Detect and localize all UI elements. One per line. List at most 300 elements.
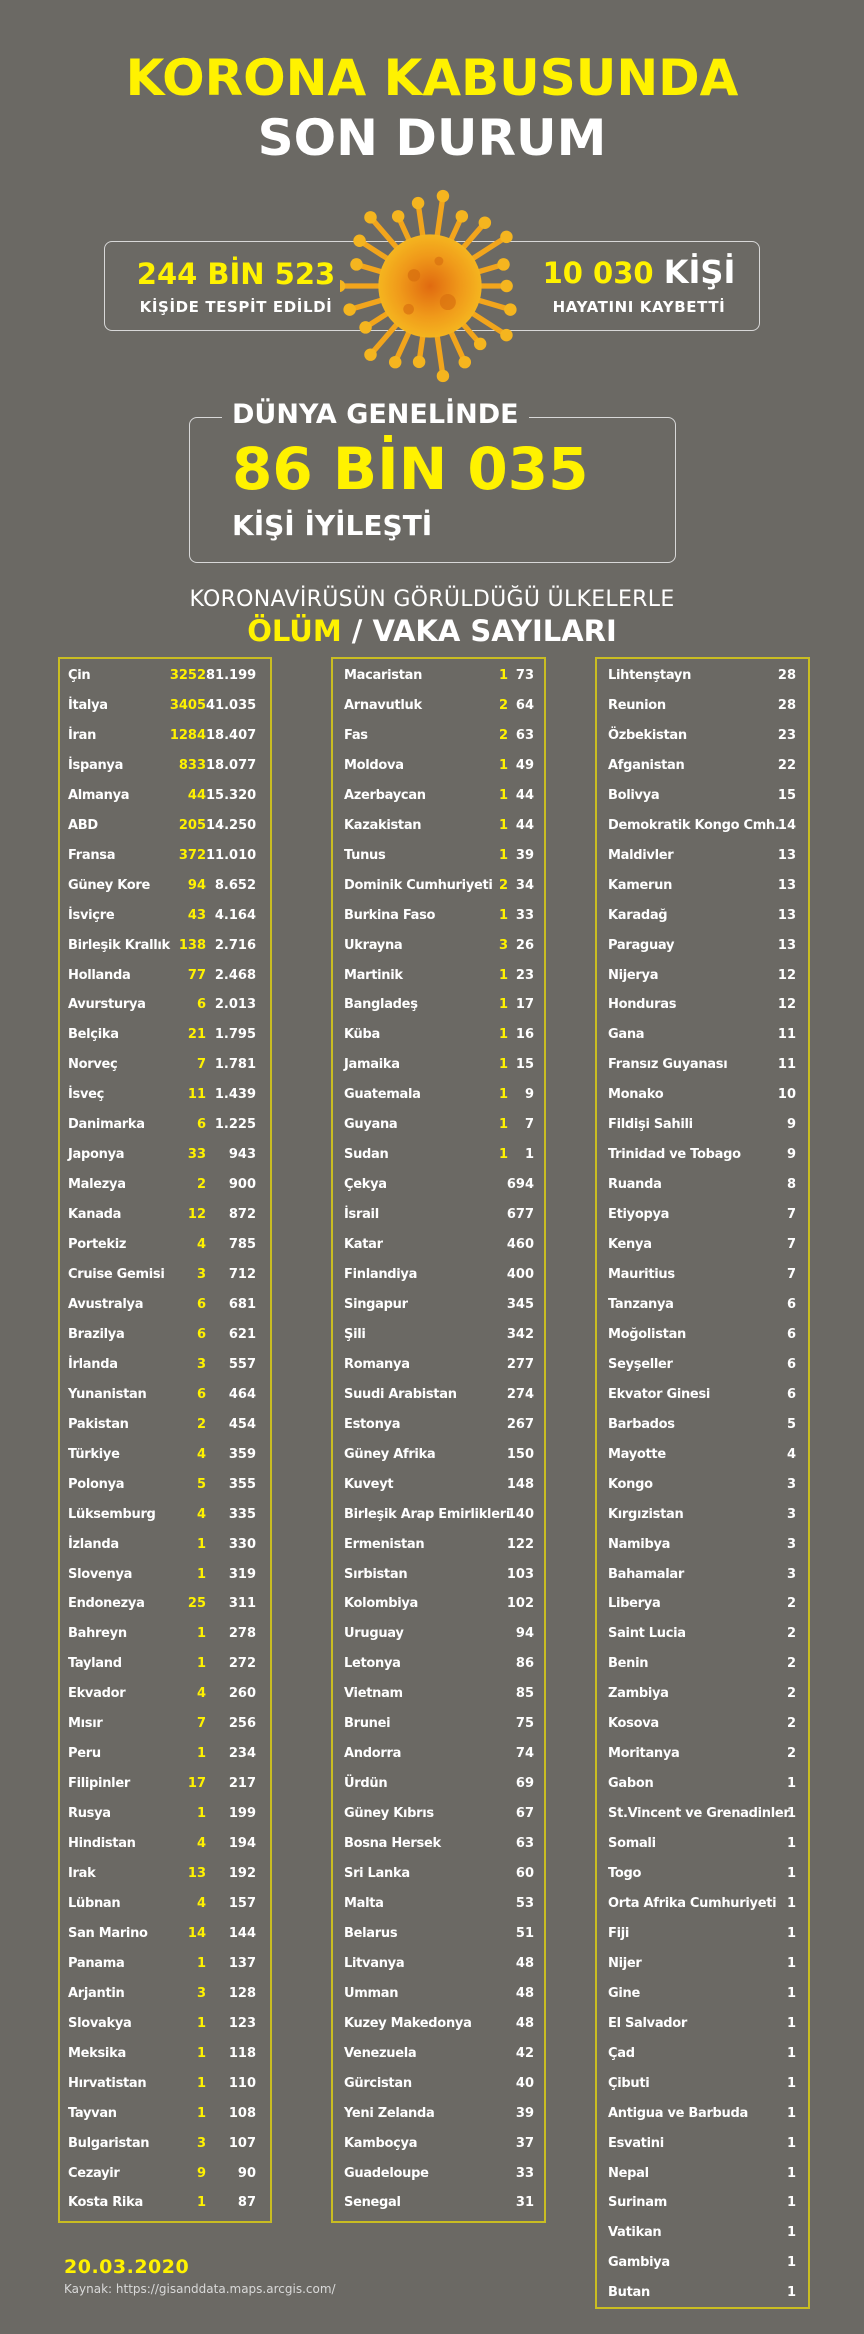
country-name: Saint Lucia xyxy=(608,1626,686,1642)
country-row xyxy=(333,1020,544,1050)
virus-spike-tip xyxy=(437,190,449,202)
case-count: 9 xyxy=(786,1117,796,1133)
country-name: Letonya xyxy=(344,1656,401,1672)
country-name: Yeni Zelanda xyxy=(344,2105,435,2121)
case-count: 1 xyxy=(786,1955,796,1971)
country-name: Ruanda xyxy=(608,1177,662,1193)
country-name: Kamerun xyxy=(608,877,673,893)
country-row xyxy=(60,841,270,871)
country-row xyxy=(333,721,544,751)
case-count: 6 xyxy=(786,1296,796,1312)
case-count: 90 xyxy=(237,2165,256,2181)
country-name: Ukrayna xyxy=(344,937,403,953)
country-name: Ekvator Ginesi xyxy=(608,1386,711,1402)
country-row xyxy=(60,1320,270,1350)
country-name: Surinam xyxy=(608,2195,667,2211)
country-row xyxy=(597,1470,808,1500)
country-row xyxy=(333,1110,544,1140)
case-count: 2.013 xyxy=(214,997,256,1013)
death-count: 1 xyxy=(498,907,508,923)
country-name: Yunanistan xyxy=(68,1386,147,1402)
case-count: 7 xyxy=(524,1117,534,1133)
country-row xyxy=(597,871,808,901)
death-count: 1 xyxy=(498,1147,508,1163)
recovered-number: 86 BİN 035 xyxy=(232,435,589,503)
case-count: 123 xyxy=(228,2015,256,2031)
death-count: 7 xyxy=(196,1057,206,1073)
death-count: 43 xyxy=(187,907,206,923)
country-name: Fiji xyxy=(608,1925,630,1941)
case-count: 464 xyxy=(228,1386,256,1402)
country-name: Moldova xyxy=(344,757,404,773)
case-count: 60 xyxy=(515,1866,534,1881)
country-row xyxy=(333,2069,544,2099)
death-count: 4 xyxy=(196,1237,206,1253)
death-count: 205 xyxy=(178,817,206,833)
country-row xyxy=(60,1560,270,1590)
case-count: 150 xyxy=(506,1446,534,1462)
country-row xyxy=(597,1500,808,1530)
country-name: Gabon xyxy=(608,1776,654,1792)
country-name: Hollanda xyxy=(68,967,131,983)
case-count: 2 xyxy=(786,1626,796,1642)
country-name: Monako xyxy=(608,1087,664,1103)
case-count: 110 xyxy=(228,2075,256,2091)
case-count: 157 xyxy=(228,1895,256,1911)
death-count: 6 xyxy=(196,997,206,1013)
case-count: 3 xyxy=(786,1566,796,1582)
country-name: Butan xyxy=(608,2285,650,2301)
case-count: 128 xyxy=(228,1985,256,2001)
country-row xyxy=(333,871,544,901)
country-name: Fildişi Sahili xyxy=(608,1117,693,1133)
death-count: 372 xyxy=(178,847,206,863)
case-count: 6 xyxy=(786,1386,796,1402)
death-count: 1 xyxy=(498,668,508,683)
country-name: Romanya xyxy=(344,1356,410,1372)
case-count: 194 xyxy=(228,1836,256,1852)
country-name: Güney Afrika xyxy=(344,1446,436,1462)
country-row xyxy=(333,1140,544,1170)
country-name: Gambiya xyxy=(608,2255,670,2271)
country-row xyxy=(60,1919,270,1949)
country-name: Ekvador xyxy=(68,1686,126,1702)
country-name: Arnavutluk xyxy=(344,697,422,713)
case-count: 75 xyxy=(515,1716,534,1732)
case-count: 2 xyxy=(786,1746,796,1762)
country-name: Malta xyxy=(344,1895,384,1911)
case-count: 2 xyxy=(786,1596,796,1612)
country-name: Moğolistan xyxy=(608,1326,686,1342)
country-name: San Marino xyxy=(68,1925,148,1941)
country-name: Pakistan xyxy=(68,1416,129,1432)
death-count: 1 xyxy=(498,787,508,803)
case-count: 4.164 xyxy=(214,907,256,923)
country-name: Gana xyxy=(608,1027,645,1043)
country-name: Panama xyxy=(68,1955,125,1971)
country-name: Hindistan xyxy=(68,1836,136,1852)
country-row xyxy=(333,1799,544,1829)
country-row xyxy=(597,1020,808,1050)
country-name: Bolivya xyxy=(608,787,660,803)
virus-spike-tip xyxy=(500,329,512,341)
virus-spot xyxy=(403,304,414,315)
country-row xyxy=(60,2188,270,2218)
virus-spike-tip xyxy=(343,303,355,315)
case-count: 267 xyxy=(506,1416,534,1432)
case-count: 1 xyxy=(786,2165,796,2181)
case-count: 49 xyxy=(515,757,534,773)
case-count: 400 xyxy=(506,1267,534,1282)
country-row xyxy=(60,2069,270,2099)
case-count: 4 xyxy=(786,1446,796,1462)
country-name: Etiyopya xyxy=(608,1207,670,1223)
death-count: 6 xyxy=(196,1386,206,1402)
country-name: Birleşik Arap Emirlikleri xyxy=(344,1506,510,1522)
death-count: 4 xyxy=(196,1506,206,1522)
case-count: 785 xyxy=(228,1237,256,1253)
country-row xyxy=(60,1709,270,1739)
country-row xyxy=(597,661,808,691)
country-row xyxy=(597,2099,808,2129)
country-name: Şili xyxy=(344,1326,366,1342)
country-name: Bahreyn xyxy=(68,1626,127,1642)
death-count: 1 xyxy=(196,1656,206,1672)
case-count: 17 xyxy=(515,997,534,1013)
country-name: Zambiya xyxy=(608,1686,669,1702)
case-count: 13 xyxy=(777,847,796,863)
country-row xyxy=(60,1290,270,1320)
country-row xyxy=(333,2039,544,2069)
country-name: Togo xyxy=(608,1866,642,1881)
country-name: Guyana xyxy=(344,1117,398,1133)
country-row xyxy=(333,1320,544,1350)
section-subheading xyxy=(0,612,864,650)
death-count: 1 xyxy=(498,1087,508,1103)
case-count: 712 xyxy=(228,1267,256,1282)
case-count: 454 xyxy=(228,1416,256,1432)
death-count: 21 xyxy=(187,1027,206,1043)
case-count: 11.010 xyxy=(206,847,257,863)
country-name: Avursturya xyxy=(68,997,146,1013)
country-name: Umman xyxy=(344,1985,399,2001)
case-count: 2.468 xyxy=(214,967,256,983)
case-count: 1 xyxy=(786,1806,796,1822)
case-count: 5 xyxy=(786,1416,796,1432)
country-row xyxy=(333,1679,544,1709)
country-name: Filipinler xyxy=(68,1776,130,1792)
country-name: Sri Lanka xyxy=(344,1866,410,1881)
country-row xyxy=(60,691,270,721)
case-count: 48 xyxy=(515,2015,534,2031)
country-name: Maldivler xyxy=(608,847,674,863)
death-count: 12 xyxy=(187,1207,206,1223)
country-row xyxy=(333,2009,544,2039)
country-row xyxy=(60,1619,270,1649)
case-count: 118 xyxy=(228,2045,256,2061)
country-row xyxy=(60,1739,270,1769)
death-count: 1 xyxy=(196,2075,206,2091)
case-count: 9 xyxy=(786,1147,796,1163)
case-count: 44 xyxy=(515,787,534,803)
country-row xyxy=(60,721,270,751)
case-count: 277 xyxy=(506,1356,534,1372)
country-row xyxy=(60,1470,270,1500)
country-name: İtalya xyxy=(68,697,108,713)
case-count: 694 xyxy=(506,1177,534,1193)
country-name: Mauritius xyxy=(608,1267,675,1282)
case-count: 31 xyxy=(515,2195,534,2211)
country-row xyxy=(60,871,270,901)
case-count: 85 xyxy=(515,1686,534,1702)
death-count: 6 xyxy=(196,1117,206,1133)
death-count: 1 xyxy=(196,2015,206,2031)
virus-spike-tip xyxy=(437,370,449,382)
country-row xyxy=(597,961,808,991)
case-count: 460 xyxy=(506,1237,534,1253)
case-count: 1.439 xyxy=(214,1087,256,1103)
case-count: 18.077 xyxy=(206,757,257,773)
country-name: Küba xyxy=(344,1027,380,1043)
death-count: 17 xyxy=(187,1776,206,1792)
country-name: Uruguay xyxy=(344,1626,404,1642)
case-count: 42 xyxy=(515,2045,534,2061)
country-row xyxy=(597,1889,808,1919)
death-count: 1 xyxy=(196,1955,206,1971)
case-count: 40 xyxy=(515,2075,534,2091)
country-row xyxy=(597,2009,808,2039)
case-count: 677 xyxy=(506,1207,534,1223)
country-row xyxy=(333,1050,544,1080)
case-count: 3 xyxy=(786,1476,796,1492)
country-row xyxy=(597,1560,808,1590)
country-row xyxy=(333,691,544,721)
case-count: 1 xyxy=(786,2255,796,2271)
country-row xyxy=(333,1410,544,1440)
country-name: St.Vincent ve Grenadinler xyxy=(608,1806,790,1822)
death-count: 1 xyxy=(196,2105,206,2121)
country-row xyxy=(333,1080,544,1110)
case-count: 63 xyxy=(515,727,534,743)
country-row xyxy=(333,1560,544,1590)
country-name: Mayotte xyxy=(608,1446,666,1462)
case-count: 28 xyxy=(777,697,796,713)
country-row xyxy=(60,1110,270,1140)
death-count: 11 xyxy=(187,1087,206,1103)
case-count: 102 xyxy=(506,1596,534,1612)
country-row xyxy=(60,1949,270,1979)
death-count: 3 xyxy=(196,1356,206,1372)
country-name: Kolombiya xyxy=(344,1596,419,1612)
country-row xyxy=(597,1859,808,1889)
country-row xyxy=(60,2099,270,2129)
country-name: Reunion xyxy=(608,697,666,713)
case-count: 53 xyxy=(515,1895,534,1911)
case-count: 44 xyxy=(515,817,534,833)
country-name: Cruise Gemisi xyxy=(68,1267,165,1282)
country-row xyxy=(333,931,544,961)
case-count: 69 xyxy=(515,1776,534,1792)
country-row xyxy=(597,1350,808,1380)
country-row xyxy=(597,1799,808,1829)
case-count: 87 xyxy=(237,2195,256,2211)
country-name: Tayvan xyxy=(68,2105,117,2121)
case-count: 48 xyxy=(515,1985,534,2001)
country-name: Kuzey Makedonya xyxy=(344,2015,472,2031)
case-count: 7 xyxy=(786,1267,796,1282)
country-row xyxy=(597,1619,808,1649)
country-row xyxy=(60,1260,270,1290)
country-row xyxy=(333,901,544,931)
case-count: 11 xyxy=(777,1027,796,1043)
case-count: 1.781 xyxy=(214,1057,256,1073)
case-count: 148 xyxy=(506,1476,534,1492)
country-name: Moritanya xyxy=(608,1746,680,1762)
country-row xyxy=(333,1350,544,1380)
death-count: 2 xyxy=(498,697,508,713)
country-name: El Salvador xyxy=(608,2015,688,2031)
case-count: 621 xyxy=(228,1326,256,1342)
country-row xyxy=(333,1200,544,1230)
country-name: Fas xyxy=(344,727,368,743)
country-name: Çibuti xyxy=(608,2075,650,2091)
case-count: 1 xyxy=(786,2225,796,2241)
country-row xyxy=(597,2039,808,2069)
country-name: İrlanda xyxy=(68,1356,118,1372)
country-name: Vietnam xyxy=(344,1686,403,1702)
death-count: 1 xyxy=(498,1057,508,1073)
death-count: 4 xyxy=(196,1895,206,1911)
case-count: 86 xyxy=(515,1656,534,1672)
death-count: 6 xyxy=(196,1296,206,1312)
country-name: Benin xyxy=(608,1656,649,1672)
country-name: Lübnan xyxy=(68,1895,121,1911)
country-row xyxy=(60,661,270,691)
case-count: 1 xyxy=(786,2075,796,2091)
case-count: 94 xyxy=(515,1626,534,1642)
country-row xyxy=(60,1410,270,1440)
country-row xyxy=(597,901,808,931)
virus-spike-tip xyxy=(389,356,401,368)
country-name: Malezya xyxy=(68,1177,126,1193)
case-count: 23 xyxy=(515,967,534,983)
case-count: 10 xyxy=(777,1087,796,1103)
case-count: 2 xyxy=(786,1716,796,1732)
country-name: Gürcistan xyxy=(344,2075,412,2091)
case-count: 73 xyxy=(515,668,534,683)
country-row xyxy=(597,751,808,781)
case-count: 2 xyxy=(786,1686,796,1702)
country-row xyxy=(60,1140,270,1170)
country-row xyxy=(597,1320,808,1350)
country-row xyxy=(60,1500,270,1530)
country-row xyxy=(333,1649,544,1679)
country-row xyxy=(333,781,544,811)
country-name: Senegal xyxy=(344,2195,401,2211)
case-count: 272 xyxy=(228,1656,256,1672)
country-row xyxy=(597,1080,808,1110)
country-row xyxy=(60,781,270,811)
case-count: 67 xyxy=(515,1806,534,1822)
case-count: 342 xyxy=(506,1326,534,1342)
death-count: 138 xyxy=(178,937,206,953)
country-name: Suudi Arabistan xyxy=(344,1386,457,1402)
country-row xyxy=(60,1649,270,1679)
country-name: Macaristan xyxy=(344,668,423,683)
country-name: Lihtenştayn xyxy=(608,668,692,683)
country-row xyxy=(597,1200,808,1230)
country-row xyxy=(60,2039,270,2069)
death-count: 3405 xyxy=(169,697,206,713)
country-column-3 xyxy=(595,657,810,2309)
case-count: 6 xyxy=(786,1326,796,1342)
country-row xyxy=(333,1739,544,1769)
country-row xyxy=(597,1919,808,1949)
country-name: Güney Kore xyxy=(68,877,151,893)
case-count: 39 xyxy=(515,2105,534,2121)
death-count: 9 xyxy=(196,2165,206,2181)
country-name: İran xyxy=(68,727,97,743)
country-row xyxy=(60,1829,270,1859)
country-row xyxy=(60,931,270,961)
case-count: 16 xyxy=(515,1027,534,1043)
case-count: 13 xyxy=(777,937,796,953)
country-name: Dominik Cumhuriyeti xyxy=(344,877,493,893)
death-count: 2 xyxy=(498,727,508,743)
country-name: Japonya xyxy=(68,1147,125,1163)
case-count: 144 xyxy=(228,1925,256,1941)
country-name: Danimarka xyxy=(68,1117,145,1133)
case-count: 1 xyxy=(786,2285,796,2301)
death-count: 4 xyxy=(196,1836,206,1852)
total-deaths-number: 10 030 xyxy=(542,256,654,290)
country-row xyxy=(597,1769,808,1799)
case-count: 1 xyxy=(786,2045,796,2061)
case-count: 107 xyxy=(228,2135,256,2151)
country-row xyxy=(597,1949,808,1979)
virus-spike-tip xyxy=(504,303,516,315)
case-count: 311 xyxy=(228,1596,256,1612)
virus-spike-tip xyxy=(459,356,471,368)
country-name: Estonya xyxy=(344,1416,401,1432)
country-name: Antigua ve Barbuda xyxy=(608,2105,748,2121)
country-name: Almanya xyxy=(68,787,130,803)
country-name: Kenya xyxy=(608,1237,652,1253)
case-words: / VAKA SAYILARI xyxy=(341,614,617,648)
country-row xyxy=(60,990,270,1020)
death-count: 77 xyxy=(187,967,206,983)
country-row xyxy=(597,1260,808,1290)
country-name: Esvatini xyxy=(608,2135,664,2151)
case-count: 330 xyxy=(228,1536,256,1552)
country-row xyxy=(597,1110,808,1140)
country-row xyxy=(60,811,270,841)
case-count: 260 xyxy=(228,1686,256,1702)
country-row xyxy=(60,1679,270,1709)
country-row xyxy=(333,1979,544,2009)
page-title-line1: KORONA KABUSUNDA xyxy=(125,49,739,107)
total-deaths xyxy=(528,255,750,290)
case-count: 34 xyxy=(515,877,534,893)
country-name: Rusya xyxy=(68,1806,111,1822)
case-count: 33 xyxy=(515,907,534,923)
case-count: 557 xyxy=(228,1356,256,1372)
country-row xyxy=(597,1679,808,1709)
country-name: Arjantin xyxy=(68,1985,125,2001)
country-name: Güney Kıbrıs xyxy=(344,1806,434,1822)
country-name: Afganistan xyxy=(608,757,685,773)
country-name: İspanya xyxy=(68,757,124,773)
